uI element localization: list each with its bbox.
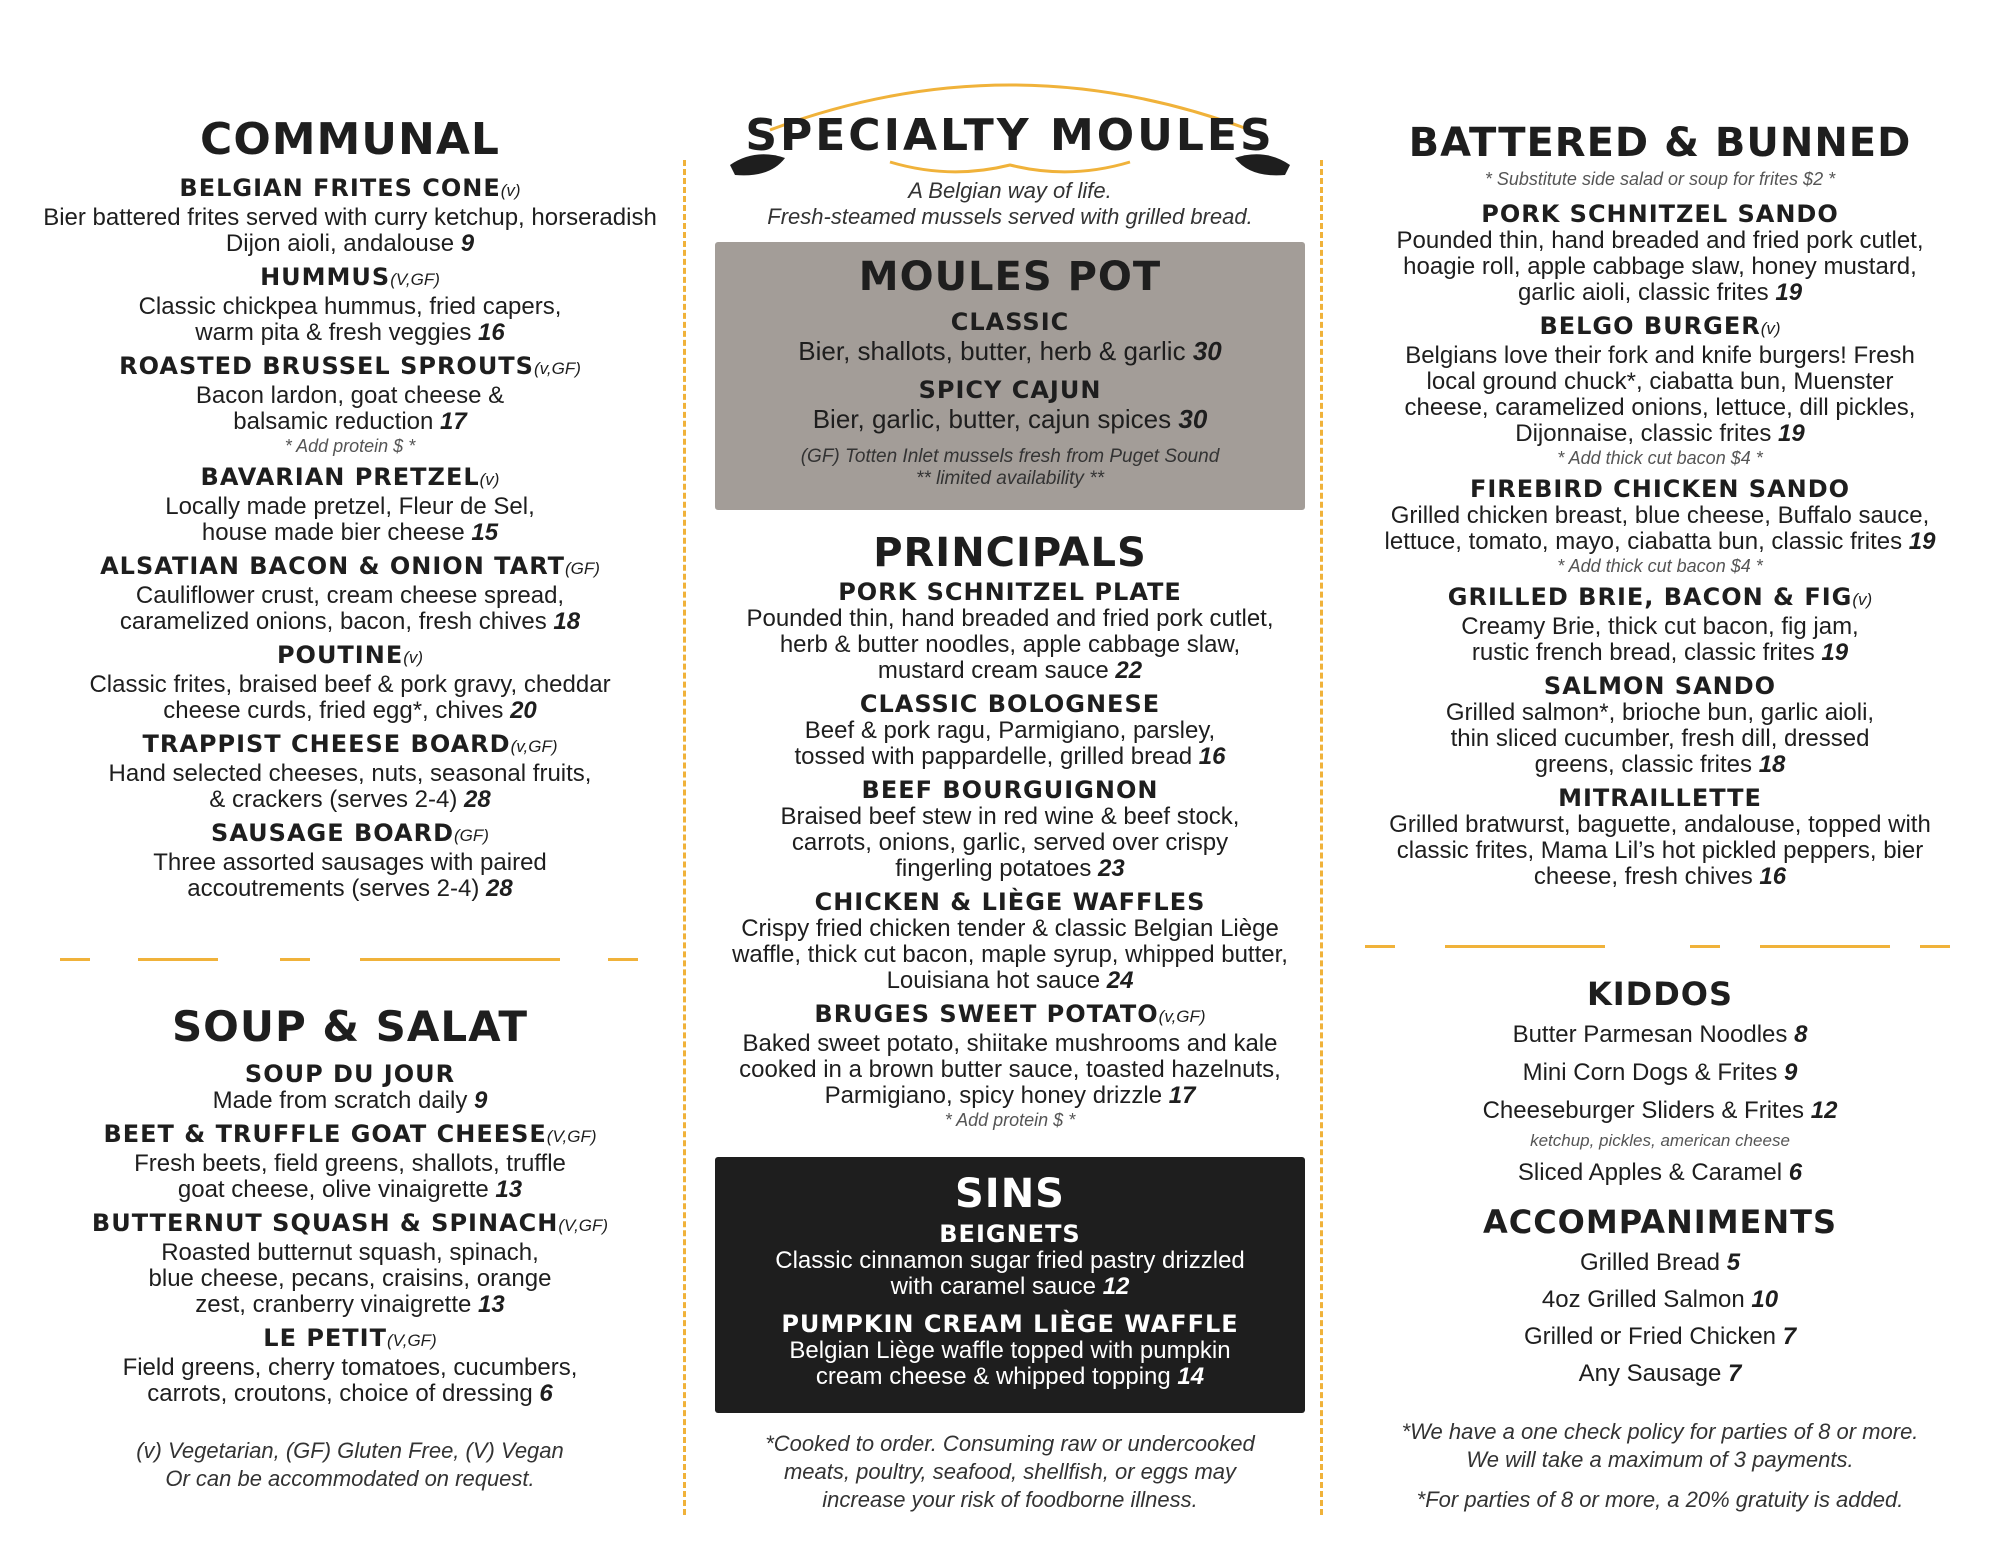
item-description: Classic chickpea hummus, fried capers, warm pita & fresh veggies bbox=[138, 293, 562, 346]
item-description: Bier, garlic, butter, cajun spices bbox=[812, 404, 1172, 434]
item-note: * Add protein $ * bbox=[284, 436, 416, 456]
item-price: 19 bbox=[1778, 420, 1805, 447]
battered-subtitle: * Substitute side salad or soup for frites $2 * bbox=[1484, 169, 1836, 189]
diet-tag: (v) bbox=[500, 181, 521, 200]
item-price: 9 bbox=[460, 230, 475, 257]
tagline-line: Fresh-steamed mussels served with grilled bread. bbox=[767, 204, 1253, 229]
menu-item bbox=[700, 690, 1320, 770]
item-name: ROASTED BRUSSEL SPROUTS bbox=[119, 352, 534, 380]
item-name: CHICKEN & LIÈGE WAFFLES bbox=[814, 888, 1206, 916]
tagline-line: A Belgian way of life. bbox=[908, 178, 1112, 203]
menu-item bbox=[715, 376, 1305, 434]
item-price: 17 bbox=[440, 408, 467, 435]
item-price: 16 bbox=[478, 319, 505, 346]
moules-pot-section bbox=[715, 252, 1305, 490]
item-price: 24 bbox=[1106, 967, 1134, 994]
item-description: Grilled salmon*, brioche bun, garlic aioli, thin sliced cucumber, fresh dill, dressed greens, classic frites bbox=[1445, 699, 1875, 778]
item-name: BUTTERNUT SQUASH & SPINACH bbox=[91, 1209, 559, 1237]
item-price: 16 bbox=[1759, 863, 1787, 890]
item-name: CLASSIC BOLOGNESE bbox=[859, 690, 1161, 718]
principals-section bbox=[700, 528, 1320, 1137]
item-name: PORK SCHNITZEL PLATE bbox=[838, 578, 1182, 606]
item-description: Roasted butternut squash, spinach, blue cheese, pecans, craisins, orange zest, cranberry vinaigrette bbox=[148, 1239, 552, 1318]
menu-item bbox=[40, 730, 660, 813]
item-name: POUTINE bbox=[276, 641, 404, 669]
menu-item bbox=[40, 463, 660, 546]
item-description: Cauliflower crust, cream cheese spread, caramelized onions, bacon, fresh chives bbox=[119, 582, 565, 635]
dash-separator bbox=[1365, 945, 1395, 948]
item-description: Pounded thin, hand breaded and fried pork cutlet, herb & butter noodles, apple cabbage slaw, mustard cream sauce bbox=[746, 605, 1274, 684]
menu-item bbox=[40, 1324, 660, 1407]
accompaniment-item: Grilled Bread 5 bbox=[1579, 1249, 1741, 1276]
kiddo-item: Sliced Apples & Caramel 6 bbox=[1517, 1159, 1803, 1186]
kiddos-section bbox=[1345, 972, 1975, 1392]
dash-separator bbox=[360, 958, 560, 961]
item-price: 12 bbox=[1102, 1273, 1130, 1300]
item-name: SPICY CAJUN bbox=[918, 376, 1102, 404]
menu-item bbox=[700, 888, 1320, 994]
accompaniments-title: ACCOMPANIMENTS bbox=[1482, 1203, 1838, 1241]
item-description: Belgian Liège waffle topped with pumpkin cream cheese & whipped topping bbox=[789, 1337, 1231, 1390]
divider-left bbox=[683, 160, 686, 1515]
item-price: 23 bbox=[1098, 855, 1125, 882]
item-name: SOUP DU JOUR bbox=[244, 1060, 456, 1088]
diet-tag: (v,GF) bbox=[1158, 1007, 1206, 1026]
menu-item bbox=[1345, 200, 1975, 306]
menu-item bbox=[40, 1120, 660, 1203]
menu-item bbox=[715, 1220, 1305, 1300]
menu-item bbox=[1345, 312, 1975, 469]
item-price: 16 bbox=[1198, 743, 1226, 770]
menu-item bbox=[40, 352, 660, 457]
diet-tag: (v) bbox=[403, 648, 424, 667]
menu-item bbox=[1345, 784, 1975, 890]
item-price: 22 bbox=[1115, 657, 1143, 684]
item-description: Grilled chicken breast, blue cheese, Buffalo sauce, lettuce, tomato, mayo, ciabatta bun, classic frites bbox=[1384, 502, 1930, 555]
diet-tag: (GF) bbox=[454, 826, 489, 845]
item-price: 15 bbox=[471, 519, 499, 546]
kiddo-item: Butter Parmesan Noodles 8 bbox=[1512, 1021, 1808, 1048]
item-name: BEIGNETS bbox=[939, 1220, 1081, 1248]
kiddo-note: ketchup, pickles, american cheese bbox=[1530, 1131, 1790, 1150]
item-description: Made from scratch daily bbox=[212, 1087, 468, 1114]
menu-item bbox=[715, 1310, 1305, 1390]
item-name: LE PETIT bbox=[263, 1324, 387, 1352]
legend-line: Or can be accommodated on request. bbox=[165, 1466, 535, 1491]
diet-tag: (V,GF) bbox=[546, 1127, 597, 1146]
item-description: Baked sweet potato, shiitake mushrooms and kale cooked in a brown butter sauce, toasted hazelnuts, Parmigiano, spicy honey drizzle bbox=[739, 1030, 1281, 1109]
item-name: BEEF BOURGUIGNON bbox=[861, 776, 1159, 804]
menu-item bbox=[1345, 672, 1975, 778]
item-name: BELGO BURGER bbox=[1539, 312, 1761, 340]
item-name: BEET & TRUFFLE GOAT CHEESE bbox=[103, 1120, 547, 1148]
item-description: Bier, shallots, butter, herb & garlic bbox=[798, 336, 1186, 366]
dash-separator bbox=[1690, 945, 1720, 948]
diet-tag: (V,GF) bbox=[386, 1331, 437, 1350]
specialty-tagline bbox=[700, 178, 1320, 230]
item-name: TRAPPIST CHEESE BOARD bbox=[142, 730, 511, 758]
item-price: 30 bbox=[1178, 404, 1208, 434]
legend-line: (v) Vegetarian, (GF) Gluten Free, (V) Vegan bbox=[136, 1438, 564, 1463]
item-description: Belgians love their fork and knife burgers! Fresh local ground chuck*, ciabatta bun, Muenster cheese, caramelized onions, lettuce, dill pickles, Dijonnaise, classic frites bbox=[1404, 342, 1916, 447]
raw-food-disclaimer: *Cooked to order. Consuming raw or undercooked meats, poultry, seafood, shellfish, or eggs may increase your risk of foodborne illness. bbox=[765, 1431, 1255, 1512]
sins-section bbox=[715, 1168, 1305, 1396]
item-name: BAVARIAN PRETZEL bbox=[200, 463, 480, 491]
item-name: PUMPKIN CREAM LIÈGE WAFFLE bbox=[781, 1310, 1239, 1338]
item-price: 6 bbox=[539, 1380, 553, 1407]
item-description: Grilled bratwurst, baguette, andalouse, topped with classic frites, Mama Lil’s hot pickled peppers, bier cheese, fresh chives bbox=[1389, 811, 1931, 890]
diet-tag: (v) bbox=[1760, 319, 1781, 338]
item-name: GRILLED BRIE, BACON & FIG bbox=[1447, 583, 1853, 611]
item-name: FIREBIRD CHICKEN SANDO bbox=[1469, 475, 1851, 503]
sins-title: SINS bbox=[955, 1171, 1065, 1217]
item-price: 30 bbox=[1192, 336, 1222, 366]
item-name: HUMMUS bbox=[260, 263, 391, 291]
item-description: Classic cinnamon sugar fried pastry drizzled with caramel sauce bbox=[775, 1247, 1245, 1300]
specialty-title: SPECIALTY MOULES bbox=[745, 110, 1275, 161]
item-price: 28 bbox=[464, 786, 491, 813]
menu-item bbox=[40, 552, 660, 635]
soup-title: SOUP & SALAT bbox=[171, 1002, 529, 1051]
moules-pot-title: MOULES POT bbox=[858, 254, 1162, 300]
item-price: 13 bbox=[495, 1176, 523, 1203]
kiddo-item: Mini Corn Dogs & Frites 9 bbox=[1522, 1059, 1798, 1086]
menu-item bbox=[40, 641, 660, 724]
diet-tag: (v,GF) bbox=[510, 737, 558, 756]
item-description: Creamy Brie, thick cut bacon, fig jam, rustic french bread, classic frites bbox=[1461, 613, 1859, 666]
item-price: 19 bbox=[1908, 528, 1936, 555]
item-description: Bier battered frites served with curry ketchup, horseradish Dijon aioli, andalouse bbox=[43, 204, 657, 257]
menu-item bbox=[700, 1000, 1320, 1131]
menu-item bbox=[700, 578, 1320, 684]
item-note: * Add thick cut bacon $4 * bbox=[1557, 556, 1763, 576]
kiddos-title: KIDDOS bbox=[1586, 975, 1734, 1013]
item-description: Hand selected cheeses, nuts, seasonal fruits, & crackers (serves 2-4) bbox=[108, 760, 592, 813]
item-note: * Add thick cut bacon $4 * bbox=[1557, 448, 1763, 468]
item-price: 17 bbox=[1168, 1082, 1196, 1109]
principals-title: PRINCIPALS bbox=[873, 530, 1147, 576]
item-price: 13 bbox=[478, 1291, 505, 1318]
item-description: Field greens, cherry tomatoes, cucumbers, carrots, croutons, choice of dressing bbox=[122, 1354, 578, 1407]
item-name: ALSATIAN BACON & ONION TART bbox=[100, 552, 565, 580]
item-description: Three assorted sausages with paired accoutrements (serves 2-4) bbox=[153, 849, 547, 902]
dash-separator bbox=[280, 958, 310, 961]
diet-legend bbox=[40, 1437, 660, 1493]
menu-item bbox=[1345, 475, 1975, 577]
menu-item bbox=[40, 1209, 660, 1318]
dash-separator bbox=[1920, 945, 1950, 948]
divider-right bbox=[1320, 160, 1323, 1515]
menu-item bbox=[40, 1060, 660, 1114]
diet-tag: (v) bbox=[479, 470, 500, 489]
item-description: Crispy fried chicken tender & classic Belgian Liège waffle, thick cut bacon, maple syrup, whipped butter, Louisiana hot sauce bbox=[732, 915, 1288, 994]
item-name: SALMON SANDO bbox=[1543, 672, 1777, 700]
item-name: CLASSIC bbox=[950, 308, 1070, 336]
left-column bbox=[40, 0, 660, 908]
item-description: Locally made pretzel, Fleur de Sel, house made bier cheese bbox=[165, 493, 535, 546]
party-policy: *We have a one check policy for parties of 8 or more. We will take a maximum of 3 payments. *For parties of 8 or more, a 20% gratuity is added. bbox=[1401, 1419, 1919, 1512]
item-price: 19 bbox=[1775, 279, 1803, 306]
menu-item bbox=[40, 174, 660, 257]
item-description: Classic frites, braised beef & pork gravy, cheddar cheese curds, fried egg*, chives bbox=[89, 671, 611, 724]
battered-title: BATTERED & BUNNED bbox=[1408, 120, 1912, 166]
item-price: 28 bbox=[486, 875, 513, 902]
communal-title: COMMUNAL bbox=[200, 114, 500, 165]
item-price: 19 bbox=[1821, 639, 1849, 666]
item-name: PORK SCHNITZEL SANDO bbox=[1481, 200, 1839, 228]
diet-tag: (GF) bbox=[564, 559, 600, 578]
item-name: BRUGES SWEET POTATO bbox=[814, 1000, 1159, 1028]
accompaniment-item: 4oz Grilled Salmon 10 bbox=[1541, 1286, 1779, 1313]
moules-note: (GF) Totten Inlet mussels fresh from Puget Sound ** limited availability ** bbox=[800, 446, 1220, 489]
item-name: SAUSAGE BOARD bbox=[211, 819, 454, 847]
item-note: * Add protein $ * bbox=[944, 1110, 1076, 1130]
item-price: 9 bbox=[474, 1087, 488, 1114]
diet-tag: (v,GF) bbox=[533, 359, 581, 378]
diet-tag: (v) bbox=[1852, 590, 1873, 609]
menu-item bbox=[715, 308, 1305, 366]
item-name: BELGIAN FRITES CONE bbox=[179, 174, 501, 202]
diet-tag: (V,GF) bbox=[558, 1216, 609, 1235]
item-price: 14 bbox=[1177, 1363, 1205, 1390]
item-description: Pounded thin, hand breaded and fried pork cutlet, hoagie roll, apple cabbage slaw, honey mustard, garlic aioli, classic frites bbox=[1396, 227, 1924, 306]
dash-separator bbox=[60, 958, 90, 961]
dash-separator bbox=[1760, 945, 1890, 948]
kiddo-item: Cheeseburger Sliders & Frites 12 bbox=[1482, 1097, 1838, 1124]
menu-item bbox=[40, 819, 660, 902]
item-price: 20 bbox=[510, 697, 537, 724]
menu-item bbox=[1345, 583, 1975, 666]
item-name: MITRAILLETTE bbox=[1558, 784, 1762, 812]
item-price: 18 bbox=[1758, 751, 1786, 778]
right-column bbox=[1345, 0, 1975, 896]
communal-items bbox=[40, 174, 660, 902]
item-description: Fresh beets, field greens, shallots, truffle goat cheese, olive vinaigrette bbox=[134, 1150, 566, 1203]
diet-tag: (V,GF) bbox=[390, 270, 440, 289]
item-description: Braised beef stew in red wine & beef stock, carrots, onions, garlic, served over crispy fingerling potatoes bbox=[780, 803, 1240, 882]
dash-separator bbox=[1445, 945, 1605, 948]
dash-separator bbox=[608, 958, 638, 961]
dash-separator bbox=[138, 958, 218, 961]
item-description: Bacon lardon, goat cheese & balsamic reduction bbox=[195, 382, 505, 435]
item-description: Beef & pork ragu, Parmigiano, parsley, tossed with pappardelle, grilled bread bbox=[794, 717, 1216, 770]
accompaniment-item: Any Sausage 7 bbox=[1578, 1360, 1742, 1387]
soup-items bbox=[40, 1060, 660, 1407]
menu-item bbox=[40, 263, 660, 346]
accompaniment-item: Grilled or Fried Chicken 7 bbox=[1523, 1323, 1797, 1350]
item-price: 18 bbox=[553, 608, 581, 635]
soup-section bbox=[40, 1000, 660, 1493]
flourish-icon bbox=[890, 162, 1130, 172]
menu-item bbox=[700, 776, 1320, 882]
